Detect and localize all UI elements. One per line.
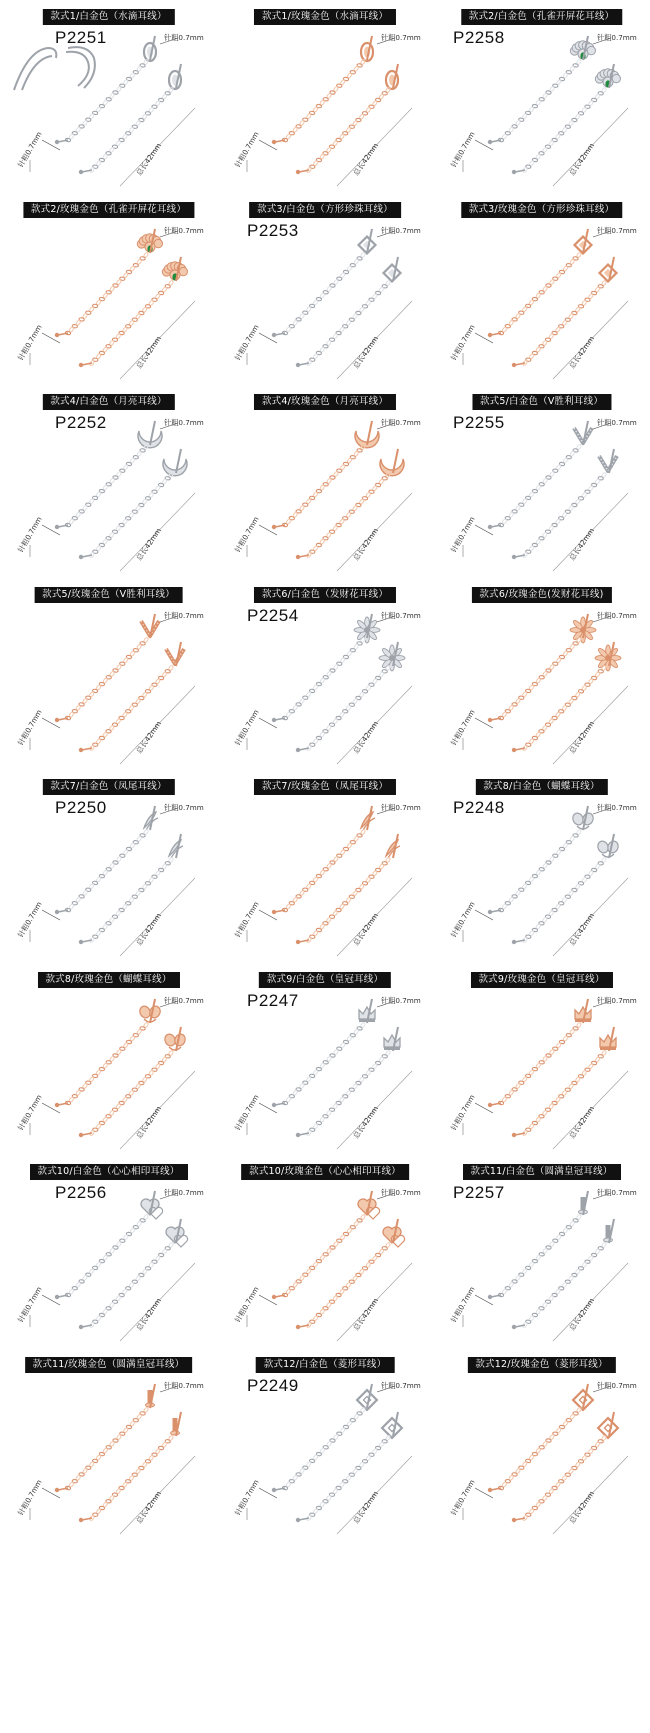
product-cell	[217, 1348, 433, 1541]
pearl-cup-pin	[55, 525, 68, 529]
product-code: P2251	[55, 28, 107, 47]
product-code: P2257	[453, 1183, 505, 1202]
product-cell	[433, 193, 650, 386]
product-code: P2258	[453, 28, 505, 47]
total-length-label: 总长42mm	[134, 526, 164, 563]
product-cell	[433, 385, 650, 578]
total-length-label: 总长42mm	[567, 1296, 597, 1333]
earring-motif	[163, 459, 187, 476]
product-cell	[217, 578, 433, 771]
earring-motif	[599, 456, 617, 471]
earring-chain	[498, 251, 582, 334]
needle-gauge-label-side: 针粗0.7mm	[232, 515, 261, 554]
dimension-lines	[30, 616, 195, 764]
needle-gauge-label-top: 针粗0.7mm	[164, 33, 204, 42]
earring-chain	[65, 829, 149, 912]
dimension-lines	[247, 423, 412, 571]
total-length-label: 总长42mm	[567, 1488, 597, 1525]
dimension-lines	[30, 1193, 195, 1341]
earring-illustration	[433, 1155, 650, 1347]
dimension-lines	[247, 808, 412, 956]
earring-chain	[89, 87, 174, 173]
needle-gauge-label-side: 针粗0.7mm	[232, 322, 261, 362]
earring-chain	[498, 1214, 582, 1297]
needle-gauge-label-top: 针粗0.7mm	[597, 33, 637, 42]
total-length-label: 总长42mm	[351, 911, 381, 948]
earring-chain	[65, 1021, 149, 1104]
total-length-label: 总长42mm	[567, 526, 597, 563]
needle-gauge-label-top: 针粗0.7mm	[597, 1380, 637, 1390]
total-length-label: 总长42mm	[351, 1103, 381, 1140]
needle-gauge-label-top: 针粗0.7mm	[381, 803, 421, 812]
pearl-cup-pin	[55, 332, 68, 336]
earring-chain	[282, 59, 366, 142]
product-title-banner: 款式3/白金色（方形珍珠耳线）	[249, 202, 401, 218]
needle-gauge-label-top: 针粗0.7mm	[597, 995, 637, 1005]
needle-gauge-label-top: 针粗0.7mm	[381, 418, 421, 427]
product-title-banner: 款式2/白金色（孔雀开屏花耳线）	[461, 9, 622, 25]
pearl-cup-pin	[488, 525, 501, 529]
earring-chain	[498, 829, 582, 912]
pearl-cup-pin	[488, 910, 501, 914]
total-length-label: 总长42mm	[351, 141, 381, 178]
earring-chain	[65, 636, 149, 719]
needle-gauge-label-side: 针粗0.7mm	[15, 130, 44, 169]
pearl-cup-pin	[272, 1487, 285, 1491]
product-title-banner: 款式1/白金色（水滴耳线）	[42, 9, 174, 25]
needle-gauge-label-side: 针粗0.7mm	[232, 707, 261, 747]
earring-chain	[306, 1434, 391, 1520]
needle-gauge-label-side: 针粗0.7mm	[448, 322, 477, 362]
dimension-lines	[30, 231, 195, 379]
product-cell	[433, 1155, 650, 1348]
product-title-banner: 款式10/白金色（心心相印耳线）	[30, 1164, 188, 1180]
earring-illustration	[0, 1155, 217, 1347]
pearl-cup-pin	[488, 1487, 501, 1491]
earring-chain	[282, 251, 366, 334]
product-title-banner: 款式10/玫瑰金色（心心相印耳线）	[241, 1164, 409, 1180]
earring-motif	[570, 617, 596, 643]
product-code: P2248	[453, 798, 505, 817]
needle-gauge-label-top: 针粗0.7mm	[381, 33, 421, 42]
earring-chain	[306, 472, 391, 558]
earring-illustration	[217, 1155, 433, 1347]
needle-gauge-label-side: 针粗0.7mm	[232, 1092, 261, 1132]
earring-chain	[498, 444, 582, 527]
earring-chain	[89, 472, 174, 558]
earring-motif	[379, 645, 405, 671]
product-cell	[0, 193, 217, 386]
needle-gauge-label-side: 针粗0.7mm	[448, 515, 477, 554]
product-title-banner: 款式2/玫瑰金色（孔雀开屏花耳线）	[23, 202, 194, 218]
product-title-banner: 款式11/白金色（圆满皇冠耳线）	[463, 1164, 621, 1180]
earring-chain	[522, 87, 607, 173]
dimension-lines	[247, 1386, 412, 1534]
earring-illustration	[0, 963, 217, 1155]
needle-gauge-label-top: 针粗0.7mm	[164, 225, 204, 235]
needle-gauge-label-top: 针粗0.7mm	[164, 418, 204, 427]
needle-gauge-label-top: 针粗0.7mm	[597, 418, 637, 427]
earring-chain	[522, 857, 607, 943]
product-title-banner: 款式8/白金色（蝴蝶耳线）	[475, 779, 607, 795]
needle-gauge-label-side: 针粗0.7mm	[448, 707, 477, 747]
pearl-cup-pin	[272, 1295, 285, 1299]
needle-gauge-label-top: 针粗0.7mm	[164, 1380, 204, 1390]
product-title-banner: 款式6/玫瑰金色(发财花耳线)	[471, 587, 611, 603]
product-cell	[0, 385, 217, 578]
product-cell	[217, 963, 433, 1156]
needle-gauge-label-side: 针粗0.7mm	[15, 515, 44, 554]
product-cell	[217, 193, 433, 386]
earring-chain	[65, 444, 149, 527]
dimension-lines	[463, 38, 628, 186]
earring-chain	[498, 636, 582, 719]
earring-motif	[384, 264, 401, 281]
product-cell	[217, 385, 433, 578]
needle-gauge-label-top: 针粗0.7mm	[597, 1188, 637, 1197]
needle-gauge-label-side: 针粗0.7mm	[15, 1285, 44, 1324]
total-length-label: 总长42mm	[351, 718, 381, 755]
product-cell	[433, 963, 650, 1156]
earring-chain	[306, 1242, 391, 1328]
earring-motif	[600, 1035, 616, 1050]
earring-illustration	[433, 578, 650, 770]
pearl-cup-pin	[272, 1102, 285, 1106]
total-length-label: 总长42mm	[567, 141, 597, 178]
product-code: P2252	[55, 413, 107, 432]
total-length-label: 总长42mm	[351, 1296, 381, 1333]
dimension-lines	[247, 1193, 412, 1341]
earring-motif	[595, 645, 621, 671]
total-length-label: 总长42mm	[351, 1488, 381, 1525]
total-length-label: 总长42mm	[567, 333, 597, 370]
earring-chain	[522, 1242, 607, 1328]
pearl-cup-pin	[488, 717, 501, 721]
earring-illustration	[0, 0, 217, 192]
earring-chain	[522, 472, 607, 558]
pearl-cup-pin	[272, 910, 285, 914]
product-title-banner: 款式12/白金色（菱形耳线）	[256, 1357, 395, 1373]
dimension-lines	[463, 616, 628, 764]
product-cell	[0, 0, 217, 193]
product-cell	[433, 0, 650, 193]
needle-gauge-label-top: 针粗0.7mm	[597, 610, 637, 620]
earring-chain	[306, 664, 391, 750]
dimension-lines	[463, 1001, 628, 1149]
dimension-lines	[247, 616, 412, 764]
earring-chain	[522, 1049, 607, 1135]
needle-gauge-label-side: 针粗0.7mm	[232, 1285, 261, 1324]
product-title-banner: 款式12/玫瑰金色（菱形耳线）	[467, 1357, 615, 1373]
total-length-label: 总长42mm	[134, 911, 164, 948]
earring-chain	[89, 664, 174, 750]
product-title-banner: 款式8/玫瑰金色（蝴蝶耳线）	[37, 972, 179, 988]
needle-gauge-label-top: 针粗0.7mm	[381, 225, 421, 235]
earring-illustration	[0, 385, 217, 577]
product-cell	[0, 578, 217, 771]
product-code: P2249	[247, 1375, 299, 1395]
pearl-cup-pin	[55, 910, 68, 914]
earring-chain	[89, 279, 174, 365]
product-title-banner: 款式1/玫瑰金色（水滴耳线）	[254, 9, 396, 25]
pearl-cup-pin	[55, 140, 68, 144]
product-code: P2247	[247, 990, 299, 1010]
earring-chain	[306, 1049, 391, 1135]
earring-chain	[89, 1434, 174, 1520]
total-length-label: 总长42mm	[134, 141, 164, 178]
earring-illustration	[0, 193, 217, 385]
earring-motif	[382, 1418, 402, 1438]
needle-gauge-label-top: 针粗0.7mm	[597, 803, 637, 812]
needle-gauge-label-top: 针粗0.7mm	[164, 803, 204, 812]
earring-chain	[65, 251, 149, 334]
pearl-cup-pin	[488, 1295, 501, 1299]
earring-chain	[282, 1214, 366, 1297]
product-cell	[217, 0, 433, 193]
pearl-cup-pin	[55, 717, 68, 721]
product-code: P2250	[55, 798, 107, 817]
total-length-label: 总长42mm	[351, 526, 381, 563]
product-title-banner: 款式4/白金色（月亮耳线）	[42, 394, 174, 410]
dimension-lines	[30, 423, 195, 571]
pearl-cup-pin	[488, 1102, 501, 1106]
earring-illustration	[217, 193, 433, 385]
dimension-lines	[463, 231, 628, 379]
pearl-cup-pin	[55, 1102, 68, 1106]
dimension-lines	[30, 808, 195, 956]
product-cell	[433, 578, 650, 771]
product-code: P2253	[247, 220, 299, 240]
earring-chain	[282, 829, 366, 912]
earring-chain	[282, 636, 366, 719]
product-title-banner: 款式4/玫瑰金色（月亮耳线）	[254, 394, 396, 410]
total-length-label: 总长42mm	[567, 718, 597, 755]
pearl-cup-pin	[272, 717, 285, 721]
earring-chain	[306, 279, 391, 365]
total-length-label: 总长42mm	[134, 1296, 164, 1333]
needle-gauge-label-top: 针粗0.7mm	[381, 995, 421, 1005]
product-cell	[0, 1348, 217, 1541]
total-length-label: 总长42mm	[134, 1103, 164, 1140]
needle-gauge-label-top: 针粗0.7mm	[381, 1380, 421, 1390]
earring-illustration	[217, 385, 433, 577]
earring-illustration	[433, 385, 650, 577]
earring-illustration	[433, 0, 650, 192]
needle-gauge-label-side: 针粗0.7mm	[232, 1477, 261, 1517]
earring-chain	[65, 1406, 149, 1489]
total-length-label: 总长42mm	[351, 333, 381, 370]
earring-chain	[498, 59, 582, 142]
pearl-cup-pin	[488, 332, 501, 336]
needle-gauge-label-side: 针粗0.7mm	[448, 1092, 477, 1132]
earring-chain	[522, 664, 607, 750]
earring-chain	[89, 1049, 174, 1135]
needle-gauge-label-top: 针粗0.7mm	[164, 610, 204, 620]
earring-illustration	[433, 770, 650, 962]
product-title-banner: 款式6/白金色（发财花耳线）	[254, 587, 396, 603]
needle-gauge-label-top: 针粗0.7mm	[164, 995, 204, 1005]
earring-chain	[522, 279, 607, 365]
product-cell	[0, 1155, 217, 1348]
total-length-label: 总长42mm	[134, 1488, 164, 1525]
earring-chain	[65, 1214, 149, 1297]
product-cell	[0, 963, 217, 1156]
total-length-label: 总长42mm	[567, 911, 597, 948]
dimension-lines	[30, 1386, 195, 1534]
earring-illustration	[0, 578, 217, 770]
earring-chain	[306, 857, 391, 943]
earring-chain	[282, 1021, 366, 1104]
product-code: P2254	[247, 605, 299, 625]
earring-motif	[596, 839, 620, 857]
needle-gauge-label-side: 针粗0.7mm	[15, 1092, 44, 1132]
product-title-banner: 款式9/玫瑰金色（皇冠耳线）	[470, 972, 612, 988]
product-title-banner: 款式7/白金色（凤尾耳线）	[42, 779, 174, 795]
dimension-lines	[463, 1386, 628, 1534]
needle-gauge-label-side: 针粗0.7mm	[15, 322, 44, 362]
needle-gauge-label-top: 针粗0.7mm	[597, 225, 637, 235]
pearl-cup-pin	[55, 1295, 68, 1299]
earring-chain	[306, 87, 391, 173]
dimension-lines	[247, 231, 412, 379]
dimension-lines	[247, 1001, 412, 1149]
earring-illustration	[0, 1348, 217, 1540]
earring-chain	[522, 1434, 607, 1520]
needle-gauge-label-side: 针粗0.7mm	[448, 130, 477, 169]
product-title-banner: 款式9/白金色（皇冠耳线）	[259, 972, 391, 988]
pearl-cup-pin	[272, 140, 285, 144]
needle-gauge-label-top: 针粗0.7mm	[381, 1188, 421, 1197]
product-title-banner: 款式5/白金色（V胜利耳线）	[472, 394, 611, 410]
product-cell	[0, 770, 217, 963]
earring-chain	[498, 1021, 582, 1104]
needle-gauge-label-side: 针粗0.7mm	[15, 900, 44, 939]
dimension-lines	[463, 423, 628, 571]
earring-motif	[595, 69, 620, 88]
needle-gauge-label-side: 针粗0.7mm	[232, 130, 261, 169]
product-title-banner: 款式7/玫瑰金色（凤尾耳线）	[254, 779, 396, 795]
earring-motif	[166, 649, 184, 664]
earring-illustration	[217, 1348, 433, 1540]
product-title-banner: 款式5/玫瑰金色（V胜利耳线）	[34, 587, 183, 603]
earring-motif	[162, 261, 187, 280]
product-code: P2256	[55, 1183, 107, 1202]
earring-chain	[498, 1406, 582, 1489]
total-length-label: 总长42mm	[567, 1103, 597, 1140]
needle-gauge-label-side: 针粗0.7mm	[232, 900, 261, 939]
needle-gauge-label-top: 针粗0.7mm	[164, 1188, 204, 1197]
earring-illustration	[433, 193, 650, 385]
earring-illustration	[433, 1348, 650, 1540]
dimension-lines	[30, 1001, 195, 1149]
brand-logo-hooks	[8, 40, 108, 96]
needle-gauge-label-side: 针粗0.7mm	[15, 707, 44, 747]
product-code: P2255	[453, 413, 505, 432]
needle-gauge-label-side: 针粗0.7mm	[448, 1477, 477, 1517]
earring-illustration	[217, 578, 433, 770]
needle-gauge-label-side: 针粗0.7mm	[448, 900, 477, 939]
earring-motif	[354, 617, 380, 643]
product-cell	[217, 770, 433, 963]
needle-gauge-label-side: 针粗0.7mm	[15, 1477, 44, 1517]
earring-chain	[282, 1406, 366, 1489]
pearl-cup-pin	[488, 140, 501, 144]
earring-illustration	[217, 770, 433, 962]
pearl-cup-pin	[272, 332, 285, 336]
earring-motif	[598, 1418, 618, 1438]
needle-gauge-label-top: 针粗0.7mm	[381, 610, 421, 620]
earring-motif	[163, 1032, 187, 1050]
earring-motif	[380, 459, 404, 476]
pearl-cup-pin	[272, 525, 285, 529]
dimension-lines	[463, 1193, 628, 1341]
product-cell	[433, 770, 650, 963]
earring-chain	[282, 444, 366, 527]
total-length-label: 总长42mm	[134, 718, 164, 755]
product-cell	[217, 1155, 433, 1348]
earring-illustration	[0, 770, 217, 962]
product-cell	[433, 1348, 650, 1541]
earring-illustration	[217, 963, 433, 1155]
earring-illustration	[433, 963, 650, 1155]
earring-chain	[89, 1242, 174, 1328]
earring-motif	[355, 431, 379, 448]
earring-motif	[138, 431, 162, 448]
earring-illustration	[217, 0, 433, 192]
product-title-banner: 款式11/玫瑰金色（圆满皇冠耳线）	[25, 1357, 193, 1373]
dimension-lines	[463, 808, 628, 956]
earring-motif	[600, 264, 617, 281]
earring-chain	[89, 857, 174, 943]
earring-motif	[384, 1035, 400, 1050]
needle-gauge-label-side: 针粗0.7mm	[448, 1285, 477, 1324]
product-title-banner: 款式3/玫瑰金色（方形珍珠耳线）	[461, 202, 622, 218]
dimension-lines	[247, 38, 412, 186]
total-length-label: 总长42mm	[134, 333, 164, 370]
pearl-cup-pin	[55, 1487, 68, 1491]
